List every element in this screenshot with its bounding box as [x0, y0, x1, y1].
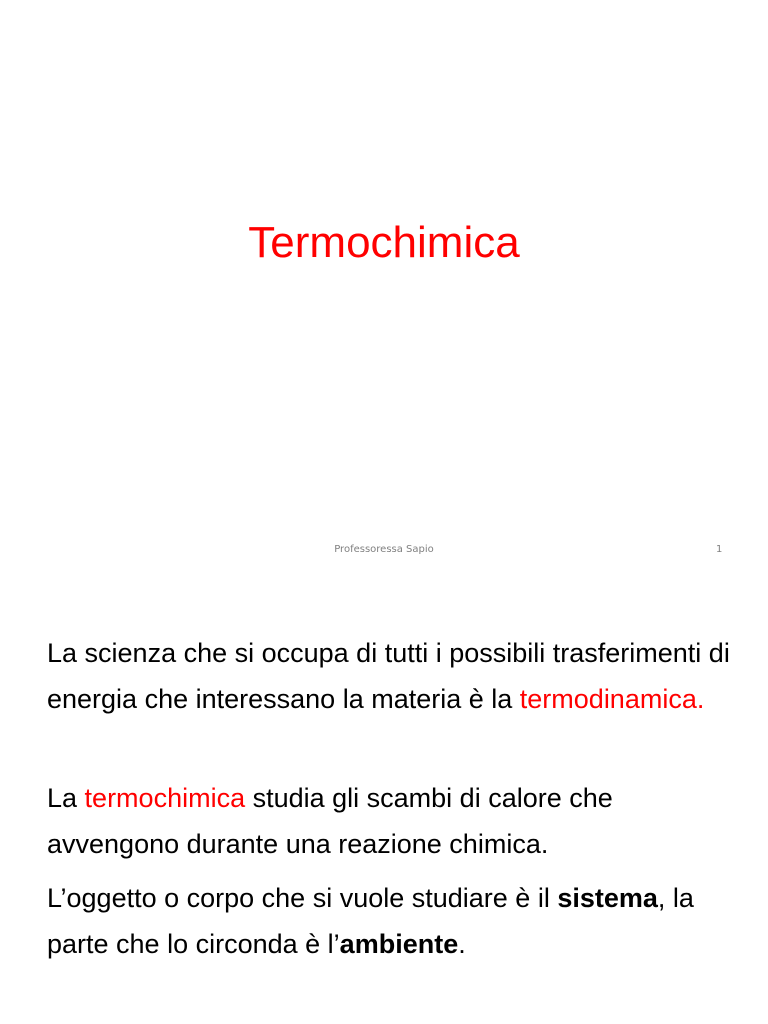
paragraph-text: La scienza che si occupa di tutti i possibili trasferimenti di energia che interessano la materia è la [47, 638, 730, 714]
paragraph-text: , la parte che lo circonda è l’ [47, 883, 694, 959]
bold-sistema: sistema [557, 883, 658, 913]
paragraph-text: L’oggetto o corpo che si vuole studiare è il [47, 883, 558, 913]
paragraph-text: . [458, 929, 466, 959]
paragraph-text: La [47, 783, 85, 813]
slide-title: Termochimica [248, 218, 520, 267]
paragraph-text: studia gli scambi di calore che avvengono durante una reazione chimica. [47, 783, 613, 859]
bold-ambiente: ambiente [339, 929, 459, 959]
page-number: 1 [716, 544, 723, 555]
paragraph-thermochemistry [47, 775, 747, 867]
highlight-termodinamica: termodinamica. [519, 684, 705, 714]
highlight-termochimica: termochimica [84, 783, 246, 813]
paragraph-thermodynamics [47, 630, 747, 722]
paragraph-system-environment [47, 875, 747, 967]
slide-footer: Professoressa Sapio [334, 544, 434, 555]
